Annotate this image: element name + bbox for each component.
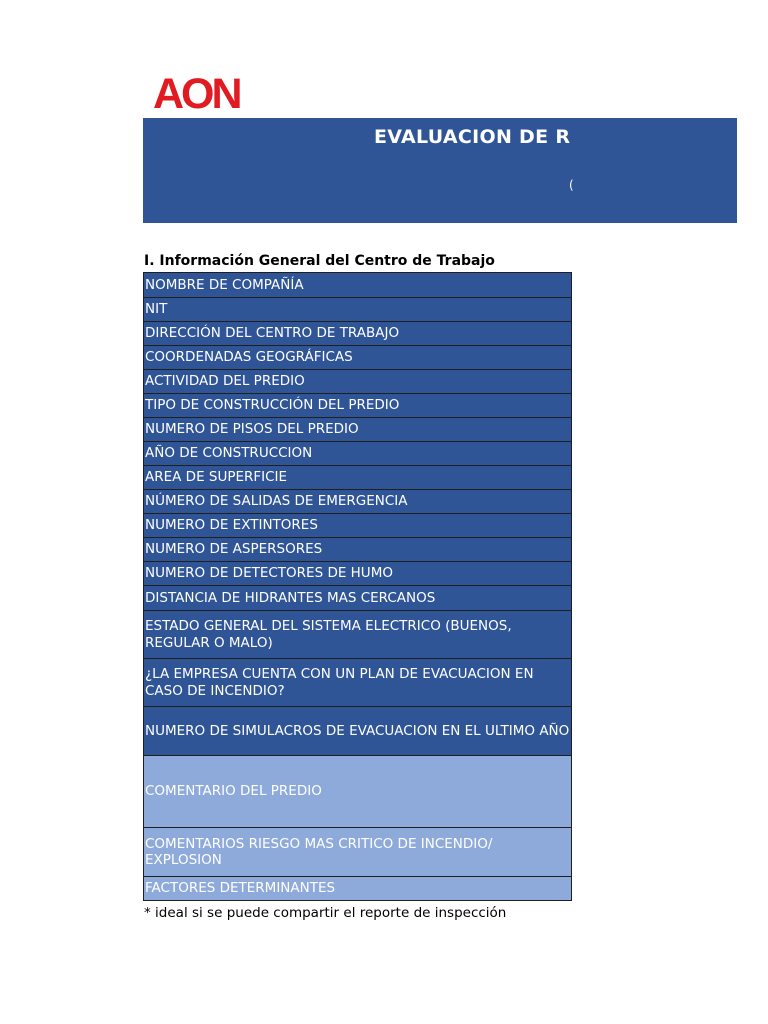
row-label[interactable]: AÑO DE CONSTRUCCION <box>144 442 572 466</box>
table-row <box>144 659 572 707</box>
banner-subtitle: ( <box>569 178 574 192</box>
table-row <box>144 538 572 562</box>
section-title: I. Información General del Centro de Trabajo <box>144 253 495 269</box>
table-row <box>144 514 572 538</box>
table-row <box>144 466 572 490</box>
row-label[interactable]: TIPO DE CONSTRUCCIÓN DEL PREDIO <box>144 394 572 418</box>
row-label[interactable]: NUMERO DE DETECTORES DE HUMO <box>144 562 572 586</box>
aon-logo <box>153 70 240 118</box>
header-banner <box>143 118 737 223</box>
table-row <box>144 273 572 298</box>
row-label[interactable]: COORDENADAS GEOGRÁFICAS <box>144 346 572 370</box>
table-row <box>144 442 572 466</box>
table-row <box>144 298 572 322</box>
row-label[interactable]: ACTIVIDAD DEL PREDIO <box>144 370 572 394</box>
row-label[interactable]: NUMERO DE EXTINTORES <box>144 514 572 538</box>
row-label[interactable]: ESTADO GENERAL DEL SISTEMA ELECTRICO (BUENOS, REGULAR O MALO) <box>144 611 572 659</box>
info-table <box>143 272 572 901</box>
table-row <box>144 877 572 901</box>
row-label[interactable]: DISTANCIA DE HIDRANTES MAS CERCANOS <box>144 586 572 611</box>
table-row <box>144 707 572 756</box>
aon-logo-graphic <box>153 70 240 118</box>
table-row <box>144 418 572 442</box>
table-row <box>144 394 572 418</box>
row-label[interactable]: FACTORES DETERMINANTES <box>144 877 572 901</box>
banner-clip <box>143 118 573 223</box>
table-row <box>144 611 572 659</box>
row-label[interactable]: NÚMERO DE SALIDAS DE EMERGENCIA <box>144 490 572 514</box>
table-row <box>144 322 572 346</box>
table-row <box>144 562 572 586</box>
banner-title: EVALUACION DE R <box>374 126 571 148</box>
row-label[interactable]: NUMERO DE PISOS DEL PREDIO <box>144 418 572 442</box>
table-row <box>144 346 572 370</box>
row-label[interactable]: NOMBRE DE COMPAÑÍA <box>144 273 572 298</box>
row-label[interactable]: AREA DE SUPERFICIE <box>144 466 572 490</box>
row-label[interactable]: NUMERO DE SIMULACROS DE EVACUACION EN EL ULTIMO AÑO <box>144 707 572 756</box>
footnote: * ideal si se puede compartir el reporte de inspección <box>144 905 507 921</box>
row-label[interactable]: COMENTARIO DEL PREDIO <box>144 756 572 828</box>
row-label[interactable]: NIT <box>144 298 572 322</box>
info-table-body <box>144 273 572 901</box>
table-row <box>144 370 572 394</box>
row-label[interactable]: NUMERO DE ASPERSORES <box>144 538 572 562</box>
row-label[interactable]: DIRECCIÓN DEL CENTRO DE TRABAJO <box>144 322 572 346</box>
table-row <box>144 586 572 611</box>
table-row <box>144 756 572 828</box>
aon-logo-text: AON <box>153 70 240 118</box>
row-label[interactable]: COMENTARIOS RIESGO MAS CRITICO DE INCENDIO/ EXPLOSION <box>144 828 572 877</box>
table-row <box>144 490 572 514</box>
table-row <box>144 828 572 877</box>
row-label[interactable]: ¿LA EMPRESA CUENTA CON UN PLAN DE EVACUACION EN CASO DE INCENDIO? <box>144 659 572 707</box>
